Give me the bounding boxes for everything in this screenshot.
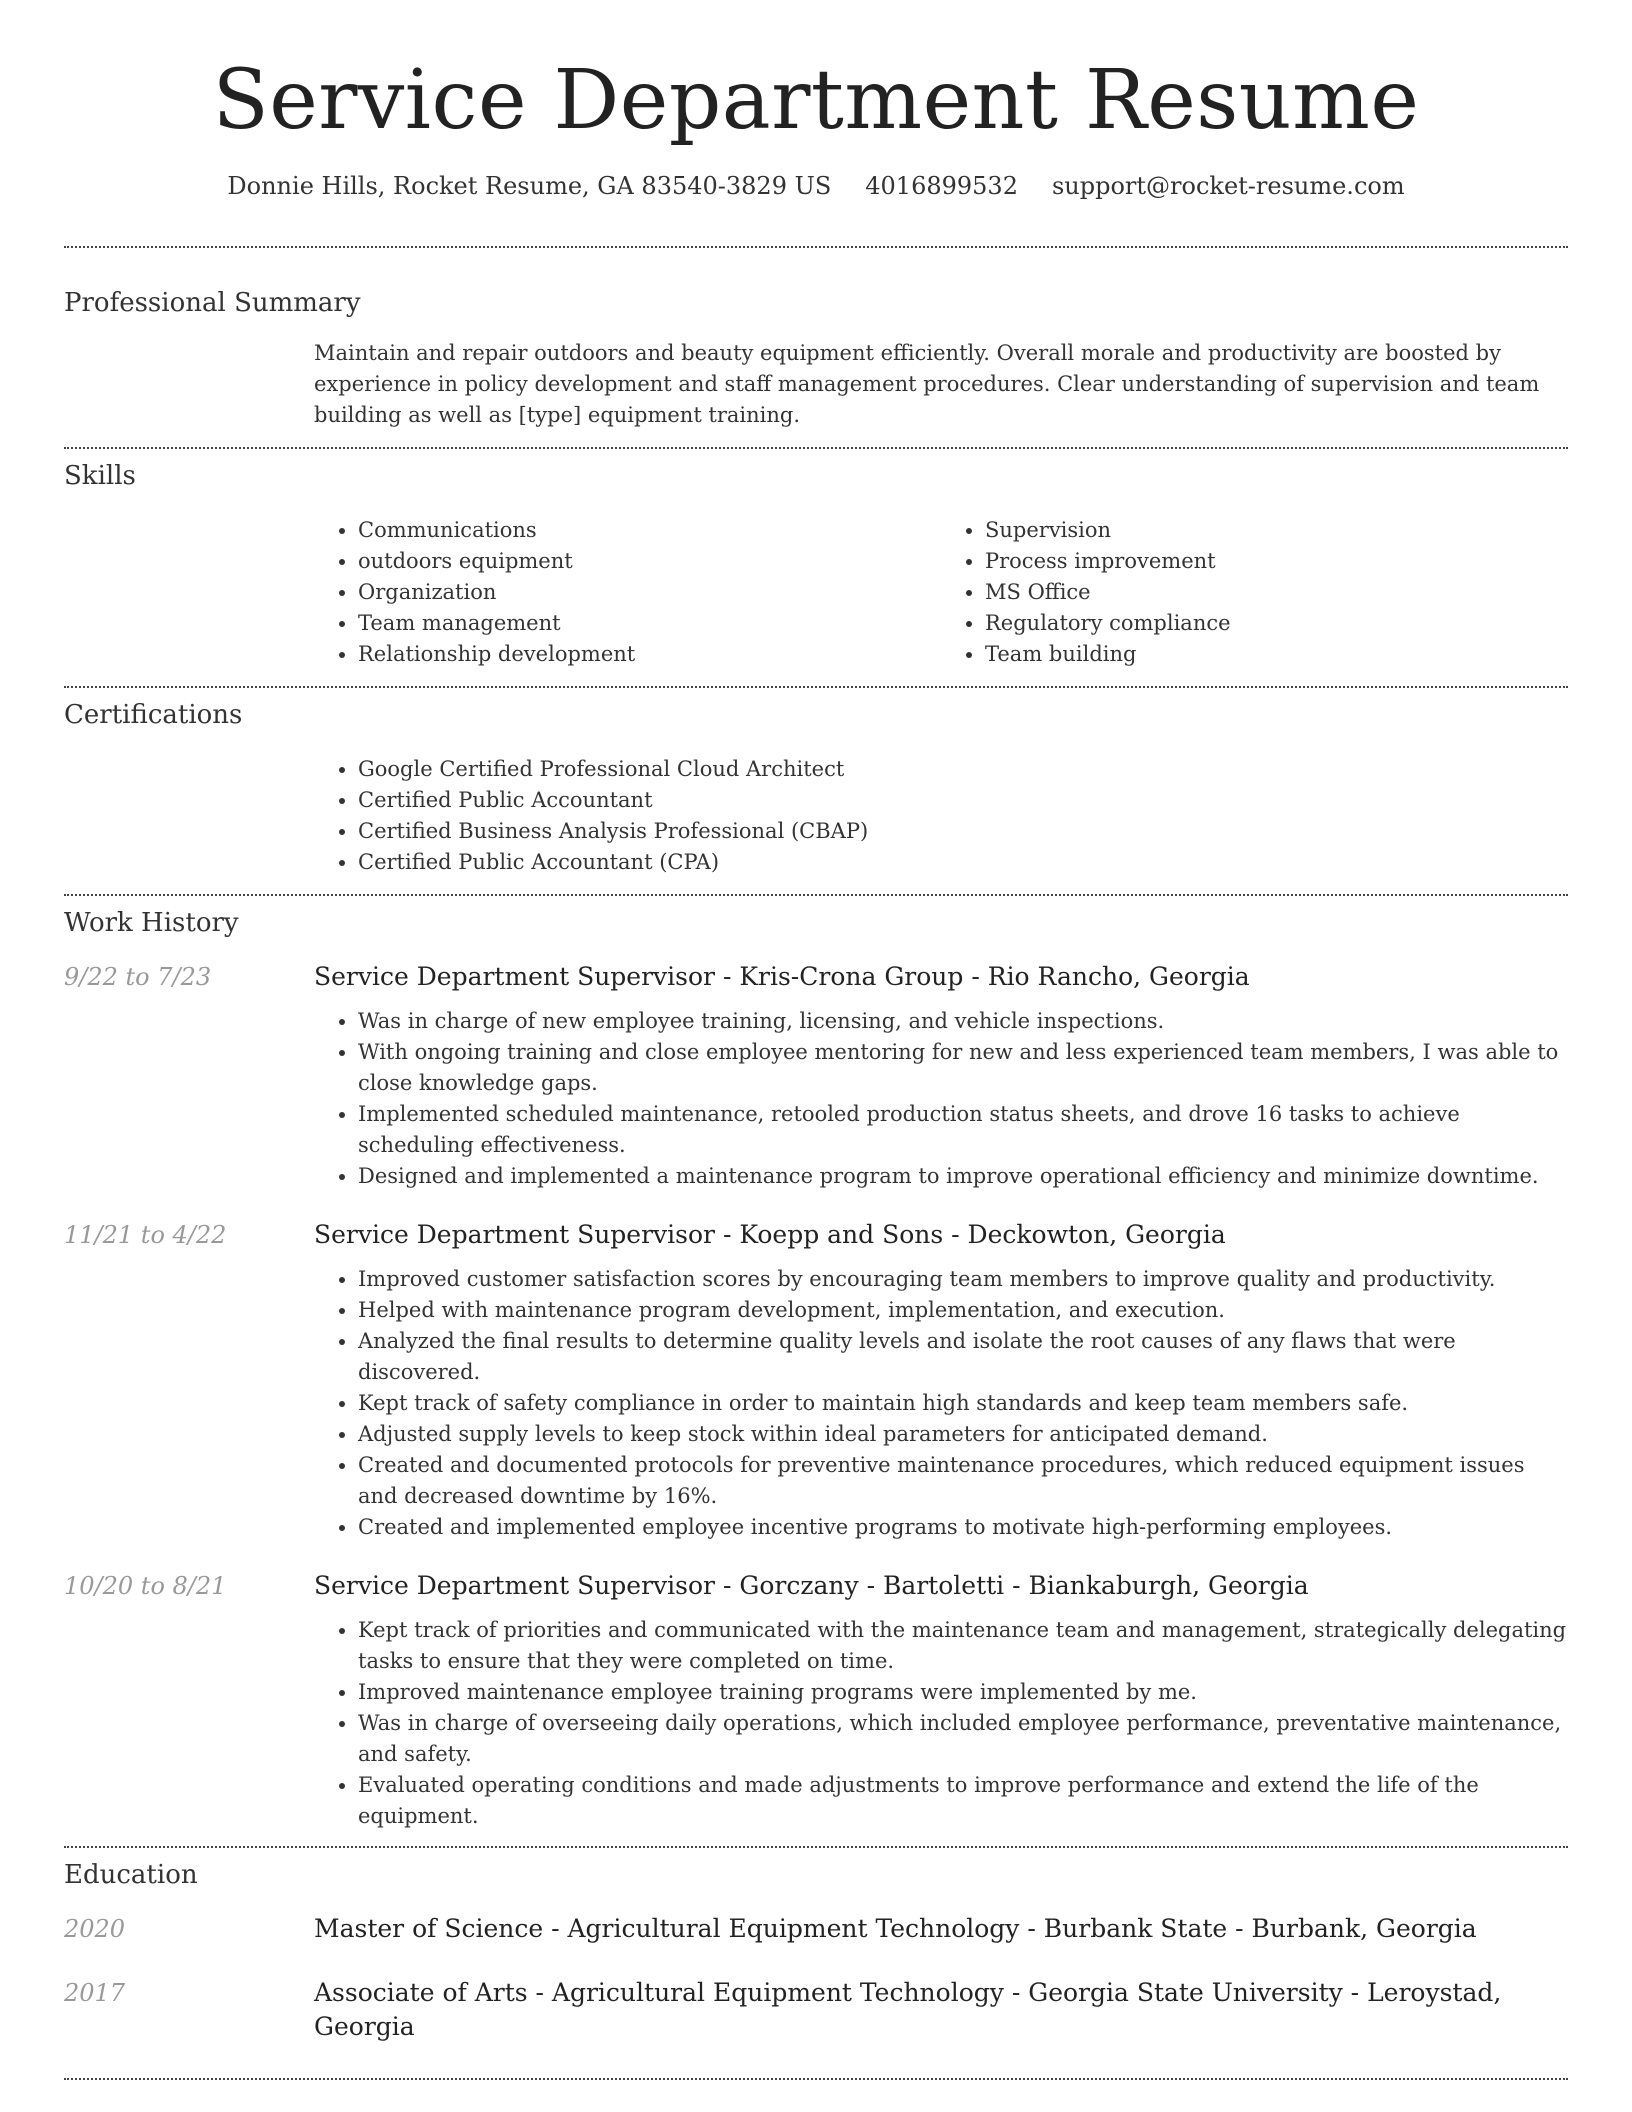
- education-heading: Education: [64, 1860, 198, 1891]
- job-bullet: • Analyzed the final results to determine quality levels and isolate the root causes of any flaws that were discovered.: [358, 1326, 1568, 1388]
- job-bullet: • Helped with maintenance program development, implementation, and execution.: [358, 1295, 1568, 1326]
- work-history-heading: Work History: [64, 908, 239, 939]
- certification-item: • Google Certified Professional Cloud Architect: [358, 754, 1568, 785]
- certifications-heading: Certifications: [64, 700, 243, 731]
- skills-list-left: [314, 515, 941, 670]
- job-entry: [64, 1218, 1568, 1543]
- job-title: Service Department Supervisor - Koepp and Sons - Deckowton, Georgia: [314, 1220, 1226, 1250]
- summary-section: [64, 248, 1568, 447]
- skill-item: • Relationship development: [358, 639, 941, 670]
- job-bullets: [314, 1264, 1568, 1543]
- work-history-section: [64, 896, 1568, 1846]
- contact-line: [0, 172, 1632, 200]
- job-bullet: • Implemented scheduled maintenance, retooled production status sheets, and drove 16 tasks to achieve scheduling effectiveness.: [358, 1099, 1568, 1161]
- contact-address: Donnie Hills, Rocket Resume, GA 83540-3829 US: [227, 172, 832, 201]
- certifications-body: [314, 754, 1568, 878]
- job-entry: [64, 1569, 1568, 1832]
- certification-item: • Certified Public Accountant (CPA): [358, 847, 1568, 878]
- certification-item: • Certified Public Accountant: [358, 785, 1568, 816]
- job-details: [314, 960, 1568, 1192]
- resume-title: Service Department Resume: [212, 53, 1420, 148]
- job-details: [314, 1218, 1568, 1543]
- job-bullet: • Was in charge of new employee training, licensing, and vehicle inspections.: [358, 1006, 1568, 1037]
- certifications-section: [64, 688, 1568, 894]
- education-title: Associate of Arts - Agricultural Equipment Technology - Georgia State University - Leroystad, Georgia: [314, 1978, 1502, 2042]
- skill-item: • Regulatory compliance: [985, 608, 1568, 639]
- job-date: 9/22 to 7/23: [64, 963, 212, 992]
- education-entry: [64, 1912, 1568, 1946]
- job-bullet: • Adjusted supply levels to keep stock within ideal parameters for anticipated demand.: [358, 1419, 1568, 1450]
- job-bullet: • Kept track of safety compliance in order to maintain high standards and keep team members safe.: [358, 1388, 1568, 1419]
- job-bullet: • Designed and implemented a maintenance program to improve operational efficiency and minimize downtime.: [358, 1161, 1568, 1192]
- summary-heading: Professional Summary: [64, 288, 361, 319]
- job-bullets: [314, 1615, 1568, 1832]
- job-bullet: • Kept track of priorities and communicated with the maintenance team and management, strategically delegating tasks to ensure that they were completed on time.: [358, 1615, 1568, 1677]
- job-bullets: [314, 1006, 1568, 1192]
- contact-email: support@rocket-resume.com: [1051, 172, 1405, 201]
- summary-text: Maintain and repair outdoors and beauty equipment efficiently. Overall morale and productivity are boosted by experience in policy development and staff management procedures. Clear understanding of supervision and team building as well as [type] equipment training.: [314, 341, 1540, 428]
- skill-item: • Process improvement: [985, 546, 1568, 577]
- skill-item: • Organization: [358, 577, 941, 608]
- job-bullet: • Created and implemented employee incentive programs to motivate high-performing employees.: [358, 1512, 1568, 1543]
- job-bullet: • With ongoing training and close employee mentoring for new and less experienced team members, I was able to close knowledge gaps.: [358, 1037, 1568, 1099]
- job-bullet: • Evaluated operating conditions and made adjustments to improve performance and extend the life of the equipment.: [358, 1770, 1568, 1832]
- skill-item: • MS Office: [985, 577, 1568, 608]
- resume-header: [0, 0, 1632, 200]
- skill-item: • Team management: [358, 608, 941, 639]
- skills-section: [64, 449, 1568, 686]
- education-year: 2017: [64, 1979, 126, 2008]
- skill-item: • Supervision: [985, 515, 1568, 546]
- skills-heading: Skills: [64, 461, 136, 492]
- education-entry: [64, 1976, 1568, 2044]
- education-section: [64, 1848, 1568, 2078]
- skill-item: • Team building: [985, 639, 1568, 670]
- skills-columns: [314, 515, 1568, 670]
- contact-phone: 4016899532: [865, 172, 1018, 201]
- job-bullet: • Created and documented protocols for preventive maintenance procedures, which reduced equipment issues and decreased downtime by 16%.: [358, 1450, 1568, 1512]
- job-bullet: • Improved maintenance employee training programs were implemented by me.: [358, 1677, 1568, 1708]
- certifications-list: [314, 754, 1568, 878]
- skill-item: • outdoors equipment: [358, 546, 941, 577]
- job-bullet: • Improved customer satisfaction scores by encouraging team members to improve quality and productivity.: [358, 1264, 1568, 1295]
- section-divider: [64, 2078, 1568, 2080]
- job-details: [314, 1569, 1568, 1832]
- certification-item: • Certified Business Analysis Professional (CBAP): [358, 816, 1568, 847]
- education-year: 2020: [64, 1915, 126, 1944]
- education-title: Master of Science - Agricultural Equipment Technology - Burbank State - Burbank, Georgia: [314, 1914, 1477, 1944]
- job-title: Service Department Supervisor - Gorczany - Bartoletti - Biankaburgh, Georgia: [314, 1571, 1309, 1601]
- job-bullet: • Was in charge of overseeing daily operations, which included employee performance, preventative maintenance, and safety.: [358, 1708, 1568, 1770]
- skill-item: • Communications: [358, 515, 941, 546]
- skills-list-right: [941, 515, 1568, 670]
- job-entry: [64, 960, 1568, 1192]
- job-title: Service Department Supervisor - Kris-Crona Group - Rio Rancho, Georgia: [314, 962, 1250, 992]
- job-date: 11/21 to 4/22: [64, 1221, 227, 1250]
- job-date: 10/20 to 8/21: [64, 1572, 227, 1601]
